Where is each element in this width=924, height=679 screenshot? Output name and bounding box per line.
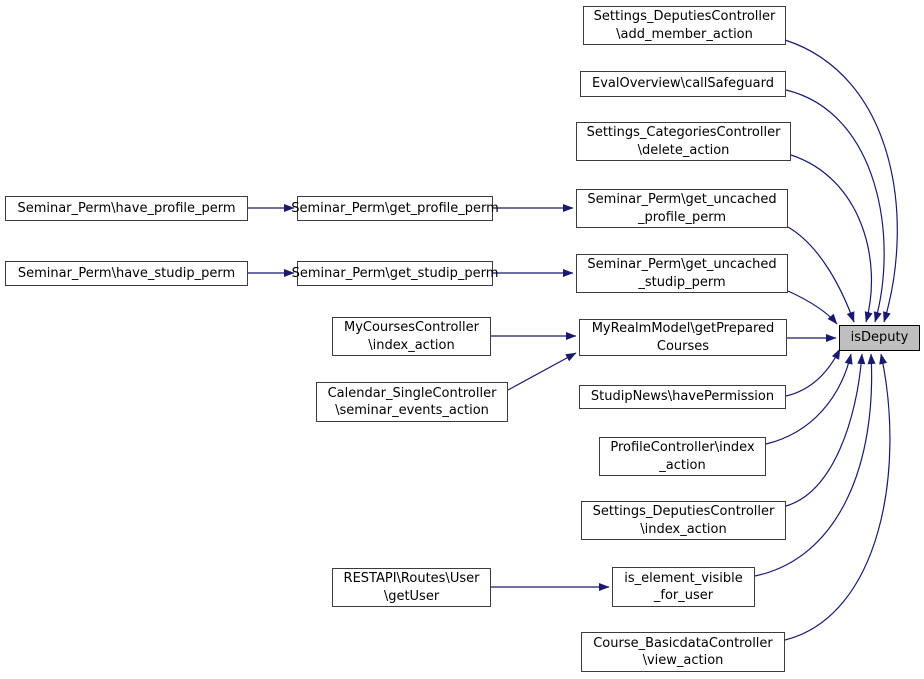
edge-get-uncached-profile-to-isdeputy — [788, 227, 854, 322]
node-settings-categories-delete-action[interactable] — [576, 122, 791, 161]
node-seminar-perm-have-studip-perm[interactable] — [5, 261, 248, 286]
node-is-element-visible-for-user[interactable] — [612, 567, 755, 607]
node-isdeputy-focus — [839, 325, 920, 351]
node-seminar-perm-get-profile-perm[interactable] — [291, 196, 499, 221]
node-label-line: \getUser — [383, 588, 440, 604]
edge-studipnews-to-isdeputy — [786, 349, 840, 396]
node-seminar-perm-have-profile-perm[interactable] — [5, 196, 248, 221]
node-label-line: Seminar_Perm\get_uncached — [587, 257, 777, 273]
node-label-line: Calendar_SingleController — [327, 385, 497, 401]
node-calendar-single-seminar-events-action[interactable] — [316, 382, 508, 422]
node-label-line: ProfileController\index — [610, 440, 755, 456]
node-label-line: Settings_CategoriesController — [586, 125, 781, 141]
node-settings-deputies-index-action[interactable] — [581, 501, 786, 540]
node-studipnews-havepermission[interactable] — [579, 385, 786, 409]
edge-deputies-index-to-isdeputy — [786, 354, 862, 506]
node-label-line: \delete_action — [637, 142, 730, 158]
node-label-line: \index_action — [640, 521, 727, 537]
node-course-basicdata-view-action[interactable] — [581, 632, 785, 672]
node-label-line: Seminar_Perm\get_profile_perm — [291, 200, 499, 216]
edge-course-basicdata-to-isdeputy — [785, 354, 890, 640]
node-label-line: EvalOverview\callSafeguard — [591, 76, 775, 92]
edge-calendar-to-myrealm — [508, 353, 576, 390]
node-myrealmmodel-getpreparedcourses[interactable] — [579, 319, 787, 356]
edge-get-uncached-studip-to-isdeputy — [788, 291, 837, 324]
node-seminar-perm-get-uncached-studip-perm[interactable] — [576, 254, 788, 293]
node-label-line: _for_user — [653, 588, 714, 603]
node-label-line: MyCoursesController — [343, 320, 479, 336]
edge-add-member-to-isdeputy — [785, 40, 897, 322]
node-restapi-routes-user-getuser[interactable] — [332, 568, 491, 607]
node-seminar-perm-get-studip-perm[interactable] — [291, 261, 499, 286]
node-profilecontroller-index-action[interactable] — [599, 437, 766, 476]
node-label-line: \index_action — [368, 337, 455, 353]
node-label-line: \add_member_action — [616, 26, 753, 42]
node-label-line: Course_BasicdataController — [593, 635, 773, 651]
node-label-line: RESTAPI\Routes\User — [343, 571, 480, 587]
node-label-line: is_element_visible — [624, 570, 743, 586]
node-label-line: _profile_perm — [637, 209, 727, 225]
node-label-line: Seminar_Perm\get_uncached — [587, 192, 777, 208]
node-label-line: Seminar_Perm\have_profile_perm — [17, 200, 236, 216]
node-label-line: _action — [659, 457, 706, 473]
node-label-line: Settings_DeputiesController — [593, 9, 776, 25]
node-seminar-perm-get-uncached-profile-perm[interactable] — [576, 189, 788, 228]
node-label-line: Seminar_Perm\get_studip_perm — [291, 265, 499, 281]
node-label-line: isDeputy — [850, 330, 909, 346]
node-label-line: _studip_perm — [638, 274, 726, 290]
node-label-line: \seminar_events_action — [335, 403, 489, 418]
node-mycourses-index-action[interactable] — [332, 317, 491, 356]
node-label-line: \view_action — [642, 653, 724, 668]
node-label-line: MyRealmModel\getPrepared — [591, 321, 775, 337]
node-label-line: Settings_DeputiesController — [592, 504, 775, 520]
node-label-line: StudipNews\havePermission — [590, 389, 775, 405]
node-label-line: Seminar_Perm\have_studip_perm — [17, 265, 236, 281]
node-evaloverview-callsafeguard[interactable] — [580, 71, 786, 97]
edge-callsafeguard-to-isdeputy — [786, 90, 884, 322]
node-label-line: Courses — [656, 338, 710, 354]
node-settings-deputies-add-member-action[interactable] — [583, 6, 786, 45]
